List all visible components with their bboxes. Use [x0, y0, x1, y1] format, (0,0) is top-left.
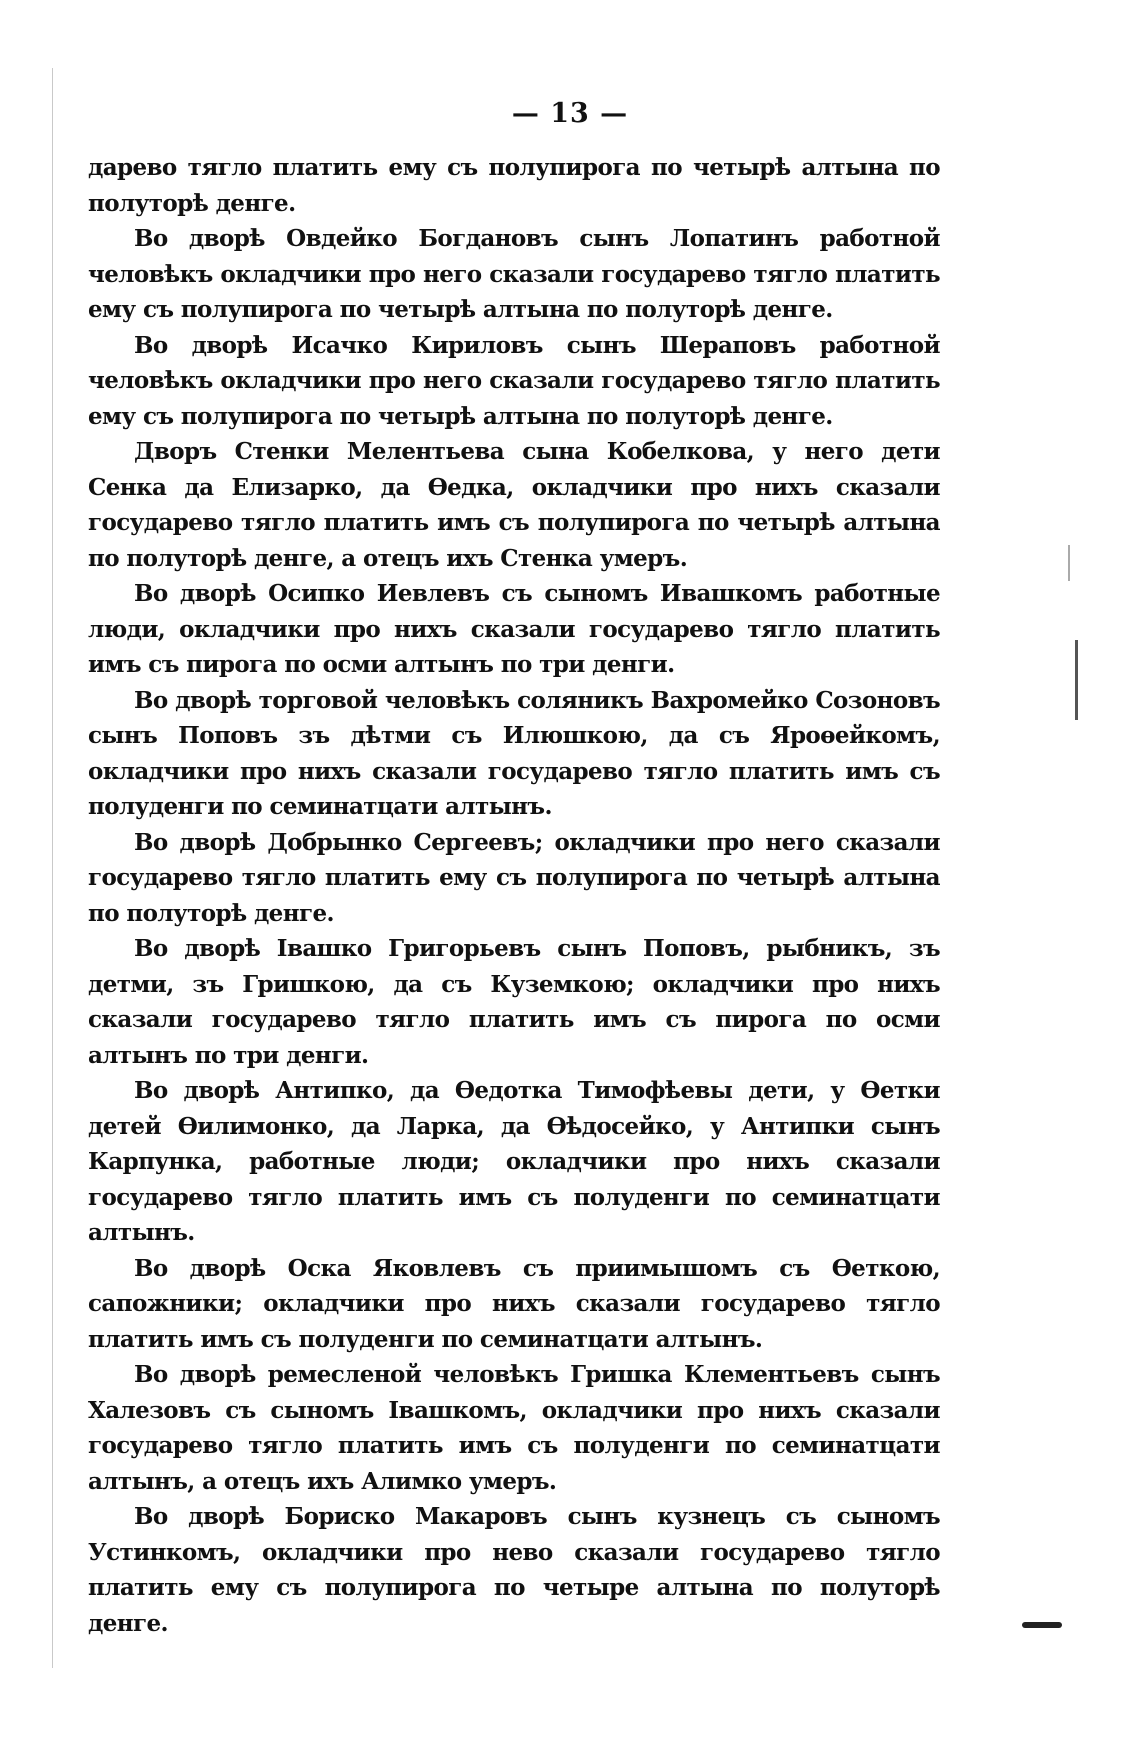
paragraph: Во дворѣ Івашко Григорьевъ сынъ Поповъ, рыбникъ, зъ детми, зъ Гришкою, да съ Куземкою; окладчики про нихъ сказали государево тягло платить имъ съ пирога по осми алтынъ по три денги. — [88, 935, 940, 1069]
paragraph: Во дворѣ торговой человѣкъ соляникъ Вахромейко Созоновъ сынъ Поповъ зъ дѣтми съ Илюшкою, да съ Яроөейкомъ, окладчики про нихъ сказали государево тягло платить имъ съ полуденги по семинатцати алтынъ. — [88, 686, 940, 820]
paragraph: Во дворѣ Добрынко Сергеевъ; окладчики про него сказали государево тягло платить ему съ полупирога по четырѣ алтына по полуторѣ денге. — [88, 828, 940, 927]
paragraph: Во дворѣ Овдейко Богдановъ сынъ Лопатинъ работной человѣкъ окладчики про него сказали государево тягло платить ему съ полупирога по четырѣ алтына по полуторѣ денге. — [88, 225, 940, 323]
page-edge-line — [52, 68, 53, 1668]
scan-artifact-mark — [1068, 545, 1070, 581]
page-number: — 13 — — [511, 98, 629, 129]
paragraph: Во дворѣ Оска Яковлевъ съ приимышомъ съ Өеткою, сапожники; окладчики про нихъ сказали государево тягло платить имъ съ полуденги по семинатцати алтынъ. — [88, 1254, 940, 1353]
paragraph: Во дворѣ ремесленой человѣкъ Гришка Клементьевъ сынъ Халезовъ съ сыномъ Івашкомъ, окладчики про нихъ сказали государево тягло платить имъ съ полуденги по семинатцати алтынъ, а отецъ ихъ Алимко умеръ. — [88, 1361, 940, 1495]
paragraph: Дворъ Стенки Мелентьева сына Кобелкова, у него дети Сенка да Елизарко, да Өедка, окладчики про нихъ сказали государево тягло платить имъ съ полупирога по четырѣ алтына по полуторѣ денге, а отецъ ихъ Стенка умеръ. — [88, 438, 940, 572]
scan-artifact-mark — [1075, 640, 1078, 720]
page-text — [88, 150, 940, 1641]
paragraph-continued: дарево тягло платить ему съ полупирога по четырѣ алтына по полуторѣ денге. — [88, 154, 940, 217]
paragraph: Во дворѣ Антипко, да Өедотка Тимофѣевы дети, у Өетки детей Өилимонко, да Ларка, да Өѣдосейко, у Антипки сынъ Карпунка, работные люди; окладчики про нихъ сказали государево тягло платить имъ съ полуденги по семинатцати алтынъ. — [88, 1077, 940, 1246]
paragraph: Во дворѣ Осипко Иевлевъ съ сыномъ Ивашкомъ работные люди, окладчики про нихъ сказали государево тягло платить имъ съ пирога по осми алтынъ по три денги. — [88, 580, 940, 678]
paragraph: Во дворѣ Бориско Макаровъ сынъ кузнецъ съ сыномъ Устинкомъ, окладчики про нево сказали государево тягло платить ему съ полупирога по четыре алтына по полуторѣ денге. — [88, 1503, 940, 1637]
scan-artifact-dash — [1022, 1622, 1062, 1628]
paragraph: Во дворѣ Исачко Кириловъ сынъ Шераповъ работной человѣкъ окладчики про него сказали государево тягло платить ему съ полупирога по четырѣ алтына по полуторѣ денге. — [88, 331, 940, 430]
